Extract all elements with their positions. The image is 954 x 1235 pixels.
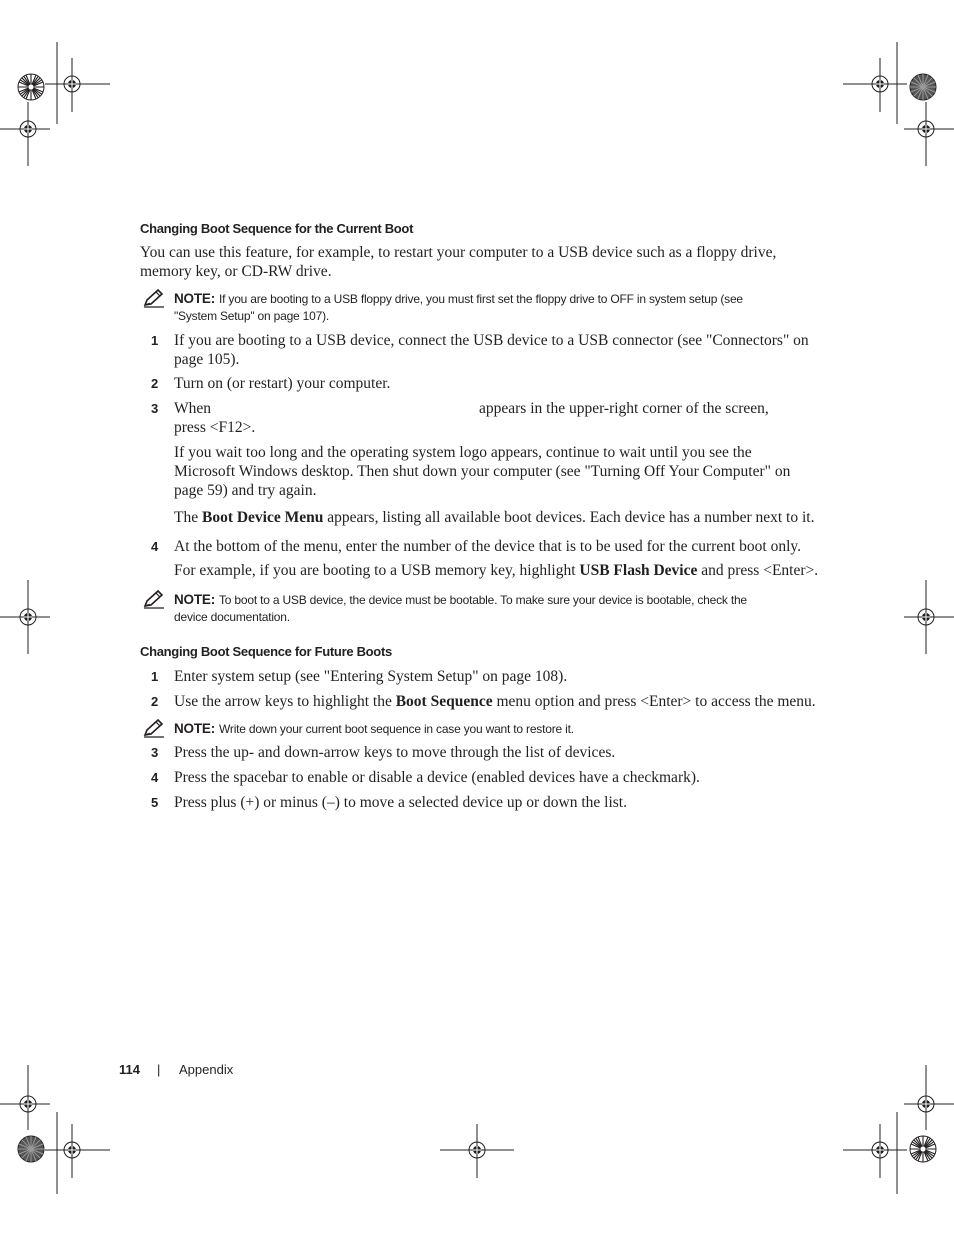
step-number: 1: [151, 669, 159, 684]
step-number: 4: [151, 539, 159, 554]
step-number: 5: [151, 795, 159, 810]
step-text: Press the spacebar to enable or disable a device (enabled devices have a checkmark).: [174, 769, 700, 786]
paragraph-text: and press <Enter>.: [697, 562, 819, 579]
note-text: Write down your current boot sequence in case you want to restore it.: [219, 722, 574, 736]
step-line: Use the arrow keys to highlight the: [174, 693, 396, 710]
step-text: Press the up- and down-arrow keys to move through the list of devices.: [174, 744, 616, 761]
paragraph-text: appears, listing all available boot devices. Each device has a number next to it.: [323, 509, 815, 526]
step-text: At the bottom of the menu, enter the number of the device that is to be used for the current boot only.: [174, 538, 802, 555]
note-label: NOTE:: [174, 291, 215, 306]
example-paragraph: [174, 561, 818, 580]
paragraph-line: Microsoft Windows desktop. Then shut down your computer (see "Turning Off Your Computer" on: [174, 463, 791, 480]
pencil-note-icon: [142, 288, 166, 308]
section-heading-future-boots: Changing Boot Sequence for Future Boots: [140, 644, 392, 659]
note-write-down-sequence: [174, 720, 814, 738]
pencil-note-icon: [142, 589, 166, 609]
step-number: 1: [151, 333, 159, 348]
note-text: device documentation.: [174, 610, 290, 624]
step-text-appears: appears in the upper-right corner of the screen,: [479, 400, 769, 417]
paragraph-line: page 59) and try again.: [174, 482, 317, 499]
ui-term-usb-flash-device: USB Flash Device: [579, 562, 698, 579]
step-number: 2: [151, 694, 159, 709]
step-text: Press plus (+) or minus (–) to move a selected device up or down the list.: [174, 794, 627, 811]
step-number: 4: [151, 770, 159, 785]
section-heading-current-boot: Changing Boot Sequence for the Current Boot: [140, 221, 414, 236]
paragraph-text: The: [174, 509, 202, 526]
note-label: NOTE:: [174, 721, 215, 736]
footer-separator: |: [157, 1062, 161, 1077]
note-text: If you are booting to a USB floppy drive, you must first set the floppy drive to OFF in system setup (see: [219, 292, 743, 306]
step-number: 3: [151, 745, 159, 760]
paragraph-line: If you wait too long and the operating system logo appears, continue to wait until you see the: [174, 444, 752, 461]
step-text-press-f12: press <F12>.: [174, 419, 256, 436]
ui-term-boot-sequence: Boot Sequence: [395, 693, 493, 710]
step-number: 3: [151, 401, 159, 416]
intro-line: memory key, or CD-RW drive.: [140, 263, 332, 280]
note-current-boot-floppy: [174, 290, 814, 325]
step-line: page 105).: [174, 351, 240, 368]
ui-term-boot-device-menu: Boot Device Menu: [201, 509, 324, 526]
step-line: menu option and press <Enter> to access the menu.: [492, 693, 816, 710]
wait-paragraph: [174, 443, 790, 500]
step-text: [174, 331, 809, 369]
step-line: If you are booting to a USB device, connect the USB device to a USB connector (see "Connectors" on: [174, 332, 809, 349]
note-label: NOTE:: [174, 592, 215, 607]
boot-device-menu-paragraph: [174, 508, 814, 527]
step-text-when: When: [174, 400, 212, 417]
step-text: Turn on (or restart) your computer.: [174, 375, 391, 392]
step-text: Enter system setup (see "Entering System Setup" on page 108).: [174, 668, 568, 685]
note-text: To boot to a USB device, the device must be bootable. To make sure your device is bootable, check the: [219, 593, 747, 607]
step-text: [174, 692, 816, 711]
note-bootable-device: [174, 591, 814, 626]
footer-section-name: Appendix: [179, 1062, 234, 1077]
intro-paragraph: [140, 243, 776, 281]
page-number: 114: [119, 1062, 140, 1077]
step-number: 2: [151, 376, 159, 391]
note-text: "System Setup" on page 107).: [174, 309, 330, 323]
paragraph-text: For example, if you are booting to a USB memory key, highlight: [174, 562, 580, 579]
pencil-note-icon: [142, 718, 166, 738]
intro-line: You can use this feature, for example, to restart your computer to a USB device such as a floppy drive,: [140, 244, 777, 261]
